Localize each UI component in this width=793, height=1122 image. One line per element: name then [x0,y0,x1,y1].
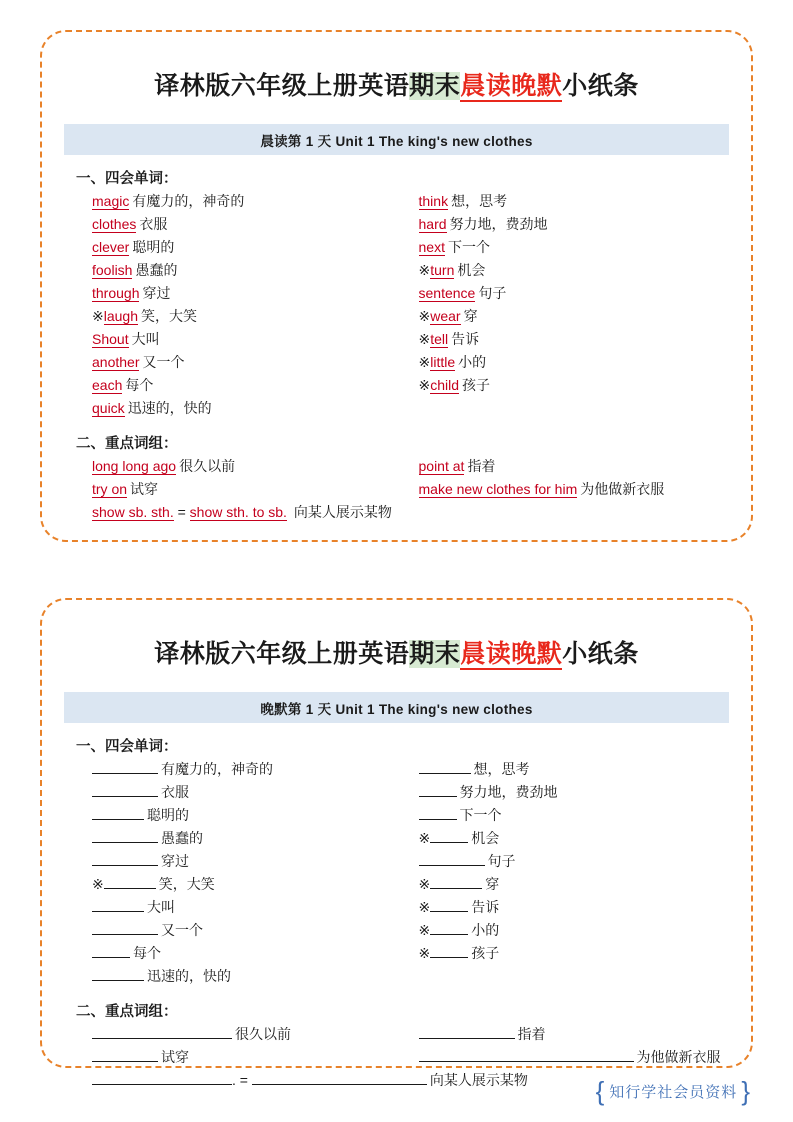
blank-word-row [92,781,397,804]
blank-phrase-row [419,1046,730,1069]
answer-blank[interactable] [419,851,485,866]
blank-word-row [92,965,397,988]
word-row [419,328,730,351]
word-english: tell [430,331,449,347]
card2-section2-heading: 二、重点词组： [76,1004,178,1020]
title-part3: 小纸条 [562,640,639,668]
title-highlight: 期末 [409,72,461,100]
word-chinese: 下一个 [447,239,490,255]
answer-blank[interactable] [430,920,468,935]
blank-word-row [92,896,397,919]
star-mark: ※ [92,876,104,892]
phrase-chinese: 很久以前 [235,1026,291,1042]
word-chinese: 想，思考 [473,761,530,777]
word-chinese: 孩子 [471,945,500,961]
word-english: wear [430,308,461,324]
word-english: turn [430,262,455,278]
word-row [92,282,397,305]
word-chinese: 小的 [471,922,500,938]
card1-wide-phrase-row [64,501,729,524]
blank-word-row [92,804,397,827]
word-row [92,328,397,351]
word-row [419,305,730,328]
card2-words-right-column [397,758,730,988]
word-chinese: 聪明的 [147,807,189,823]
answer-blank[interactable] [252,1070,427,1085]
answer-blank[interactable] [419,782,457,797]
word-english: sentence [418,285,476,301]
word-chinese: 愚蠢的 [135,262,178,278]
word-chinese: 衣服 [139,216,168,232]
word-chinese: 告诉 [451,331,480,347]
answer-blank[interactable] [430,943,468,958]
card2-words-left-column [64,758,397,988]
phrase-row [92,478,397,501]
card2-words-columns [64,758,729,988]
title-part1: 译林版六年级上册英语 [154,72,410,100]
blank-phrase-row [92,1023,397,1046]
title-highlight: 期末 [409,640,461,668]
blank-word-row [419,827,730,850]
phrase-chinese: 试穿 [161,1049,189,1065]
answer-blank[interactable] [92,1070,232,1085]
page-title-2 [64,634,729,670]
word-row [419,351,730,374]
title-red: 晨读晚默 [460,640,563,668]
phrase-english: point at [418,458,465,474]
word-chinese: 机会 [471,830,500,846]
word-row [92,259,397,282]
word-chinese: 小的 [458,354,487,370]
word-row [92,351,397,374]
equals-sign: = [177,504,186,520]
answer-blank[interactable] [92,943,130,958]
answer-blank[interactable] [92,851,158,866]
blank-word-row [419,781,730,804]
answer-blank[interactable] [92,966,144,981]
answer-blank[interactable] [92,759,158,774]
word-english: foolish [92,262,133,278]
phrase-chinese: 指着 [467,458,496,474]
word-row [419,282,730,305]
word-chinese: 孩子 [462,377,491,393]
card1-subtitle-bar: 晨读第 1 天 Unit 1 The king's new clothes [64,124,729,155]
watermark-left-brace: { [595,1076,606,1106]
word-row [419,190,730,213]
blank-word-row [419,896,730,919]
blank-word-row [92,919,397,942]
word-chinese: 又一个 [161,922,203,938]
phrase-chinese: 试穿 [130,481,159,497]
word-chinese: 大叫 [131,331,160,347]
word-english: magic [92,193,130,209]
word-chinese: 聪明的 [132,239,175,255]
card1-section1-heading: 一、四会单词： [76,171,178,187]
word-english: each [92,377,123,393]
title-part1: 译林版六年级上册英语 [154,640,410,668]
word-english: little [430,354,456,370]
word-chinese: 迅速的，快的 [147,968,231,984]
evening-dictation-card [40,598,753,1088]
word-row [419,259,730,282]
answer-blank[interactable] [104,874,156,889]
star-mark: ※ [418,922,431,938]
word-english: through [92,285,140,301]
word-chinese: 告诉 [471,899,500,915]
title-part3: 小纸条 [562,72,639,100]
card1-phrases-right-column [397,455,730,501]
word-chinese: 笑，大笑 [141,308,197,324]
phrase-english: long long ago [92,458,177,474]
answer-blank[interactable] [430,874,482,889]
morning-reading-card [40,30,753,542]
answer-blank[interactable] [92,1047,158,1062]
card2-phrases-columns [64,1023,729,1069]
blank-word-row [419,804,730,827]
phrase-row [92,455,397,478]
word-english: another [92,354,140,370]
card1-words-columns [64,190,729,420]
phrase-english-part1: show sb. sth. [92,504,174,520]
blank-word-row [92,758,397,781]
equals-sign: . = [232,1072,248,1088]
star-mark: ※ [92,308,104,324]
answer-blank[interactable] [92,897,144,912]
card2-subtitle-bar: 晚默第 1 天 Unit 1 The king's new clothes [64,692,729,723]
star-mark: ※ [418,262,431,278]
blank-phrase-row [92,1046,397,1069]
star-mark: ※ [418,876,431,892]
blank-word-row [92,873,397,896]
blank-word-row [419,850,730,873]
card1-section2-heading: 二、重点词组： [76,436,178,452]
word-chinese: 句子 [478,285,507,301]
answer-blank[interactable] [419,805,457,820]
blank-word-row [419,919,730,942]
word-chinese: 想，思考 [451,193,508,209]
word-row [419,236,730,259]
word-chinese: 衣服 [161,784,189,800]
phrase-chinese: 为他做新衣服 [580,481,665,497]
watermark [596,1078,751,1104]
card2-phrases-left-column [64,1023,397,1069]
word-chinese: 笑，大笑 [158,876,215,892]
answer-blank[interactable] [419,1024,515,1039]
star-mark: ※ [418,308,431,324]
watermark-text: 知行学社会员资料 [609,1083,738,1101]
phrase-chinese: 指着 [517,1026,546,1042]
word-chinese: 穿 [463,308,478,324]
word-english: clever [92,239,130,255]
watermark-right-brace: } [741,1076,751,1106]
phrase-row [419,478,730,501]
answer-blank[interactable] [430,828,468,843]
blank-word-row [92,850,397,873]
blank-word-row [419,942,730,965]
word-chinese: 每个 [125,377,154,393]
phrase-chinese: 为他做新衣服 [636,1049,721,1065]
blank-word-row [92,942,397,965]
word-row [92,236,397,259]
word-english: child [430,377,460,393]
star-mark: ※ [418,945,431,961]
word-chinese: 努力地，费劲地 [459,784,558,800]
word-row [419,213,730,236]
answer-blank[interactable] [92,920,158,935]
answer-blank[interactable] [92,805,144,820]
answer-blank[interactable] [92,828,158,843]
answer-blank[interactable] [430,897,468,912]
answer-blank[interactable] [419,759,471,774]
card1-phrases-left-column [64,455,397,501]
word-chinese: 愚蠢的 [161,830,203,846]
phrase-chinese: 向某人展示某物 [429,1072,528,1088]
answer-blank[interactable] [419,1047,634,1062]
word-chinese: 每个 [133,945,161,961]
card1-words-right-column [397,190,730,420]
word-english: Shout [92,331,129,347]
word-english: hard [418,216,447,232]
phrase-row [419,455,730,478]
word-english: laugh [103,308,138,324]
blank-word-row [92,827,397,850]
word-chinese: 又一个 [142,354,185,370]
word-chinese: 迅速的，快的 [127,400,212,416]
word-row [92,374,397,397]
word-chinese: 有魔力的，神奇的 [132,193,245,209]
star-mark: ※ [418,830,431,846]
star-mark: ※ [418,354,431,370]
word-row [92,213,397,236]
page-title [64,66,729,102]
star-mark: ※ [418,331,431,347]
card2-section1-heading: 一、四会单词： [76,739,178,755]
phrase-english-part2: show sth. to sb. [189,504,287,520]
word-english: quick [92,400,125,416]
word-chinese: 大叫 [147,899,175,915]
word-english: next [418,239,445,255]
title-red: 晨读晚默 [460,72,563,100]
word-row [92,190,397,213]
blank-word-row [419,758,730,781]
card1-phrases-columns [64,455,729,501]
answer-blank[interactable] [92,782,158,797]
word-row [92,397,397,420]
word-chinese: 穿过 [142,285,171,301]
star-mark: ※ [418,899,431,915]
card1-words-left-column [64,190,397,420]
word-row [419,374,730,397]
phrase-english: try on [92,481,128,497]
answer-blank[interactable] [92,1024,232,1039]
word-chinese: 穿 [485,876,500,892]
word-chinese: 下一个 [459,807,502,823]
word-chinese: 句子 [487,853,516,869]
word-chinese: 机会 [457,262,486,278]
word-chinese: 穿过 [161,853,189,869]
phrase-chinese: 很久以前 [179,458,236,474]
phrase-english: make new clothes for him [418,481,578,497]
word-english: think [418,193,449,209]
word-english: clothes [92,216,137,232]
blank-word-row [419,873,730,896]
word-chinese: 努力地，费劲地 [449,216,548,232]
blank-phrase-row [419,1023,730,1046]
card2-phrases-right-column [397,1023,730,1069]
word-chinese: 有魔力的，神奇的 [161,761,273,777]
star-mark: ※ [418,377,431,393]
phrase-chinese: 向某人展示某物 [293,504,392,520]
word-row [92,305,397,328]
